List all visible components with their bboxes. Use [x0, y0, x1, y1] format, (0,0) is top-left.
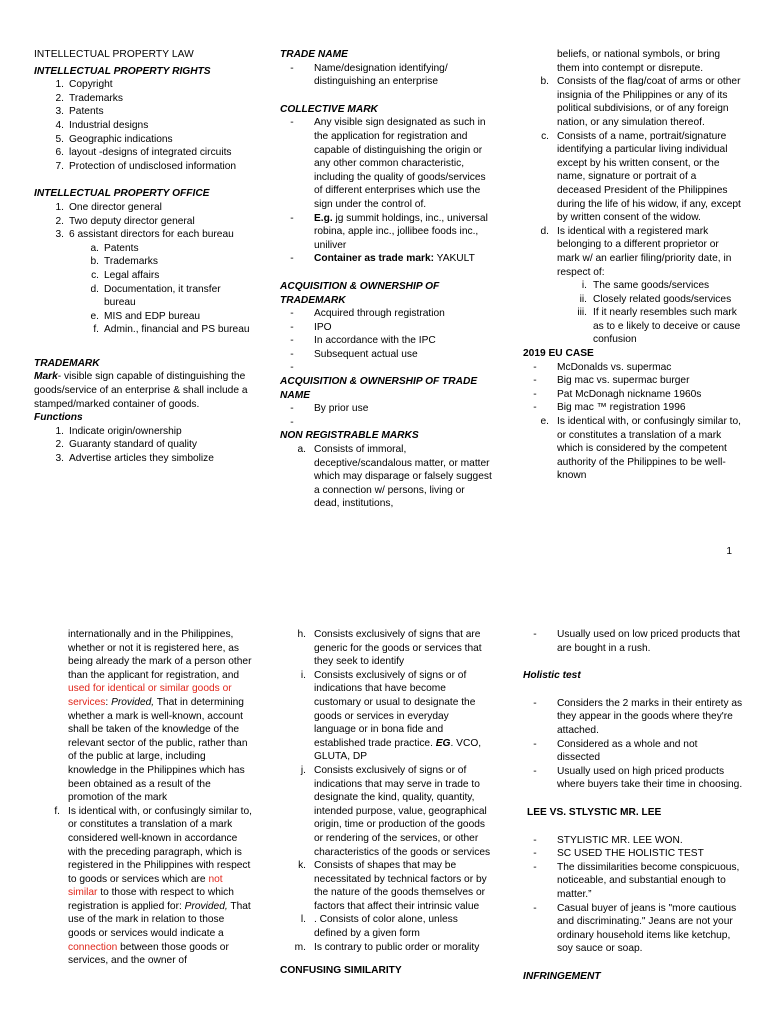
list-item: k. Consists of shapes that may be necessitated by technical factors or by the nature of the goods themselves or factors that affect their intrinsic value: [298, 860, 487, 912]
list-item: 3. Advertise articles they simbolize: [55, 453, 214, 465]
list-item: - SC USED THE HOLISTIC TEST: [533, 848, 704, 860]
list-item: 1. Copyright: [55, 79, 113, 91]
list-item: - Pat McDonagh nickname 1960s: [533, 388, 702, 400]
list-item: d. Is identical with a registered mark belonging to a different proprietor or mark w/ an earlier filing/priority date, in respect of:: [540, 225, 732, 278]
list-item: a. Patents: [90, 242, 139, 254]
list-item: - Usually used on low priced products that are bought in a rush.: [533, 629, 740, 654]
collective-mark-heading: COLLECTIVE MARK: [280, 103, 378, 115]
holistic-test-list: [523, 697, 743, 792]
list-item: 3. Patents: [55, 106, 104, 118]
list-item: b. Trademarks: [90, 256, 158, 268]
list-item: 1. Indicate origin/ownership: [55, 425, 182, 437]
page1-column-2: [280, 48, 492, 511]
list-item: - Subsequent actual use: [290, 348, 418, 360]
list-item: - Casual buyer of jeans is "more cautious and discriminating." Jeans are not your ordinary household items like ketchup, soy sauce or soap.: [533, 902, 737, 955]
list-item: - Usually used on high priced products where buyers take their time in choosing.: [533, 765, 743, 791]
non-registrable-list: [280, 443, 492, 511]
non-registrable-list-continued: [523, 75, 743, 279]
acquisition-trademark-heading: ACQUISITION & OWNERSHIP OF TRADEMARK: [280, 280, 440, 306]
list-item: - The dissimilarities become conspicuous, noticeable, and substantial enough to matter.”: [533, 861, 740, 900]
non-registrable-heading: NON REGISTRABLE MARKS: [280, 430, 419, 442]
infringement-heading: INFRINGEMENT: [523, 970, 601, 982]
ipo-heading: INTELLECTUAL PROPERTY OFFICE: [34, 188, 210, 200]
list-item: - Acquired through registration: [290, 308, 445, 320]
confusing-similarity-heading: CONFUSING SIMILARITY: [280, 965, 402, 977]
list-item: e. Is identical with, or confusingly similar to, or constitutes a translation of a mark which is considered by the competent authority of the Philippines to be well-known: [540, 416, 742, 482]
list-item: i. Consists exclusively of signs or of indications that have become customary or usual to designate the goods or services in everyday language or in bona fide and established trade practice. EG. VCO, GLUTA, DP: [300, 669, 482, 763]
page2-column-2: [280, 628, 492, 978]
list-item: - McDonalds vs. supermac: [533, 361, 672, 373]
acquisition-trademark-list: [280, 307, 492, 375]
list-item: - Container as trade mark: YAKULT: [290, 253, 475, 265]
list-item: - Considered as a whole and not dissected: [533, 738, 698, 764]
list-item: ii. Closely related goods/services: [579, 293, 732, 305]
list-item: iii. If it nearly resembles such mark as to e likely to deceive or cause confusion: [577, 307, 741, 346]
list-item: b. Consists of the flag/coat of arms or other insignia of the Philippines or any of its political subdivisions, or of any foreign nation, or any simulation thereof.: [540, 76, 741, 128]
page1-column-3: [523, 48, 743, 483]
list-item: - Big mac vs. supermac burger: [533, 375, 690, 387]
list-item: l. . Consists of color alone, unless defined by a given form: [300, 914, 458, 940]
list-item: - Any visible sign designated as such in the application for registration and capable of distinguishing the origin or any other common characteristic, including the quality of goods/services of different enterprises which use the sign under the control of.: [290, 117, 486, 210]
list-item: - Big mac ™ registration 1996: [533, 402, 686, 414]
dominancy-list-continued: [523, 628, 743, 655]
lee-case-heading: LEE VS. STLYSTIC MR. LEE: [527, 806, 662, 818]
acquisition-trade-name-heading: ACQUISITION & OWNERSHIP OF TRADE NAME: [280, 376, 478, 401]
document-title: INTELLECTUAL PROPERTY LAW: [34, 49, 194, 60]
bureau-list: [34, 242, 252, 337]
list-item: h. Consists exclusively of signs that are generic for the goods or services that they seek to identify: [297, 629, 482, 668]
page2-column-3: [523, 628, 743, 983]
trademark-heading: TRADEMARK: [34, 357, 100, 369]
list-item: f. Is identical with, or confusingly similar to, or constitutes a translation of a mark considered well-known in accordance with the preceding paragraph, which is registered in the Philippines with respect to goods or services which are not similar to those with respect to which registration is applied for: Provided, That use of the mark in relation to those goods or services would indicate a connection between those goods or services, and the owner of: [54, 805, 253, 967]
trade-name-list: [280, 62, 492, 89]
lee-case-list: [523, 834, 743, 956]
non-registrable-list-f: [34, 805, 252, 968]
list-item: c. Consists of a name, portrait/signature identifying a particular living individual except by his written consent, or the name, signature or portrait of a deceased President of the Philippines during the life of his widow, if any, except by written consent of the widow.: [541, 130, 741, 224]
list-item: -: [290, 362, 294, 374]
roman-list: [523, 279, 743, 347]
list-item: - Considers the 2 marks in their entirety as they appear in the goods where they're attached.: [533, 697, 743, 736]
list-item: a. Consists of immoral, deceptive/scandalous matter, or matter which may disparage or falsely suggest a connection w/ persons, living or dead, institutions,: [297, 444, 492, 510]
list-item: 5. Geographic indications: [55, 133, 173, 145]
list-item: - By prior use: [290, 403, 369, 415]
list-item: d. Documentation, it transfer bureau: [90, 283, 221, 309]
list-item: -: [290, 416, 294, 428]
list-item: 6. layout -designs of integrated circuits: [55, 147, 232, 159]
continued-item-e: internationally and in the Philippines, whether or not it is registered here, as being already the mark of a person other than the applicant for registration, and used for identical or similar goods or services: Provided, That in determining whether a mark is well-known, account shall be taken of the knowledge of the relevant sector of the public, rather than of the public at large, including knowledge in the Philippines which has been obtained as a result of the promotion of the mark: [68, 629, 252, 804]
list-item: j. Consists exclusively of signs or of indications that may serve in trade to designate the kind, quality, quantity, intended purpose, value, geographical origin, time or production of the goods or rendering of the services, or other characteristics of the goods or services: [300, 764, 491, 858]
mark-definition: Mark- visible sign capable of distinguishing the goods/service of an enterprise & shall include a stamped/marked container of goods.: [34, 371, 248, 410]
list-item: - STYLISTIC MR. LEE WON.: [533, 834, 683, 846]
list-item: 7. Protection of undisclosed information: [55, 160, 237, 172]
non-registrable-list-h-m: [280, 628, 492, 954]
collective-mark-list: [280, 116, 492, 266]
acquisition-trade-name-list: [280, 402, 492, 429]
list-item: 2. Guaranty standard of quality: [55, 439, 197, 451]
list-item: f. Admin., financial and PS bureau: [93, 324, 250, 336]
list-item: - Name/designation identifying/ distinguishing an enterprise: [290, 62, 448, 88]
functions-heading: Functions: [34, 412, 83, 424]
list-item: e. MIS and EDP bureau: [90, 310, 201, 322]
functions-list: [34, 425, 252, 466]
ipr-list: [34, 78, 252, 173]
list-item: - In accordance with the IPC: [290, 335, 436, 347]
list-item: 3. 6 assistant directors for each bureau: [55, 229, 234, 241]
list-item: 2. Trademarks: [55, 92, 123, 104]
list-item: 4. Industrial designs: [55, 119, 149, 131]
list-item: 1. One director general: [55, 201, 162, 213]
ipo-list: [34, 201, 252, 242]
list-item: - IPO: [290, 321, 332, 333]
page-number: 1: [726, 546, 732, 557]
list-item: - E.g. jg summit holdings, inc., universal robina, apple inc., jollibee foods inc., uniliver: [290, 212, 488, 251]
page2-column-1: [34, 628, 252, 968]
non-registrable-list-e: [523, 415, 743, 483]
list-item: c. Legal affairs: [91, 269, 160, 281]
eu-case-heading: 2019 EU CASE: [523, 348, 594, 360]
list-item: i. The same goods/services: [581, 280, 710, 292]
list-item: m. Is contrary to public order or morality: [294, 941, 480, 953]
eu-case-list: [523, 361, 743, 415]
page1-column-1: [34, 48, 252, 466]
trade-name-heading: TRADE NAME: [280, 49, 348, 60]
list-item: 2. Two deputy director general: [55, 215, 195, 227]
ipr-heading: INTELLECTUAL PROPERTY RIGHTS: [34, 65, 211, 77]
holistic-test-heading: Holistic test: [523, 670, 581, 682]
continued-item-a: beliefs, or national symbols, or bring them into contempt or disrepute.: [557, 49, 721, 74]
